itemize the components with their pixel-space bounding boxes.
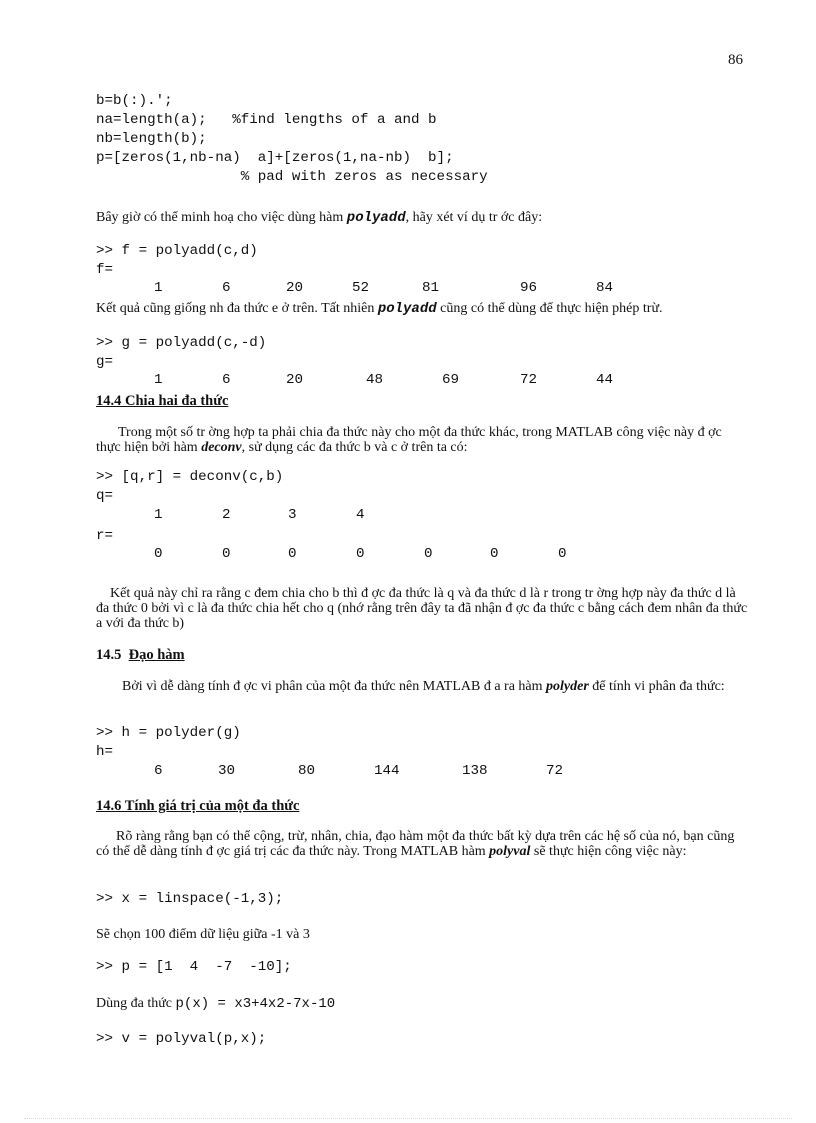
label-r: r= bbox=[96, 528, 114, 544]
value: 4 bbox=[356, 507, 365, 523]
section-heading-14-5: 14.5 Đạo hàm bbox=[96, 647, 185, 663]
label-f: f= bbox=[96, 262, 114, 278]
code-polyadd-f: >> f = polyadd(c,d) bbox=[96, 243, 258, 259]
value: 48 bbox=[366, 372, 384, 388]
value: 96 bbox=[520, 280, 538, 296]
code-polyder: >> h = polyder(g) bbox=[96, 725, 241, 741]
label-g: g= bbox=[96, 354, 114, 370]
value: 138 bbox=[462, 763, 488, 779]
value: 20 bbox=[286, 280, 304, 296]
code-linspace: >> x = linspace(-1,3); bbox=[96, 891, 284, 907]
paragraph-polyadd-result: Kết quả cũng giống nh đa thức e ở trên. Tất nhiên polyadd cũng có thể dùng để thực hiện phép trừ. bbox=[96, 301, 663, 317]
value: 1 bbox=[154, 280, 163, 296]
paragraph-polyadd-intro: Bây giờ có thể minh hoạ cho việc dùng hàm polyadd, hãy xét ví dụ tr ớc đây: bbox=[96, 210, 543, 226]
value: 52 bbox=[352, 280, 370, 296]
value: 0 bbox=[288, 546, 297, 562]
value: 2 bbox=[222, 507, 231, 523]
paragraph-deconv-result: Kết quả này chỉ ra rằng c đem chia cho b thì đ ợc đa thức là q và đa thức d là r trong tr ờng hợp này đa thức d là đa thức 0 bởi vì c là đa thức chia hết cho q (nhớ rằng trên đây ta đã nhận đ ợc đa thức c bằng cách đem nhân đa thức a với đa thức b) bbox=[96, 586, 748, 631]
value: 6 bbox=[154, 763, 163, 779]
paragraph-polyder: Bởi vì dễ dàng tính đ ợc vi phân của một đa thức nên MATLAB đ a ra hàm polyder để tính vi phân đa thức: bbox=[122, 679, 725, 694]
value: 44 bbox=[596, 372, 614, 388]
code-line: na=length(a); %find lengths of a and b bbox=[96, 112, 437, 128]
value: 0 bbox=[490, 546, 499, 562]
page-bottom-border bbox=[24, 1118, 792, 1119]
code-line: % pad with zeros as necessary bbox=[96, 169, 488, 185]
section-heading-14-4: 14.4 Chia hai đa thức bbox=[96, 393, 229, 409]
paragraph-deconv: Trong một số tr ờng hợp ta phải chia đa thức này cho một đa thức khác, trong MATLAB công việc này đ ợc thực hiện bởi hàm deconv, sử dụng các đa thức b và c ở trên ta có: bbox=[96, 425, 722, 455]
code-line: b=b(:).'; bbox=[96, 93, 173, 109]
value: 144 bbox=[374, 763, 400, 779]
value: 0 bbox=[222, 546, 231, 562]
paragraph-data-points: Sẽ chọn 100 điểm dữ liệu giữa -1 và 3 bbox=[96, 927, 310, 942]
value: 6 bbox=[222, 280, 231, 296]
value: 1 bbox=[154, 372, 163, 388]
section-heading-14-6: 14.6 Tính giá trị của một đa thức bbox=[96, 798, 300, 814]
value: 72 bbox=[520, 372, 538, 388]
code-polynomial-p: >> p = [1 4 -7 -10]; bbox=[96, 959, 292, 975]
value: 1 bbox=[154, 507, 163, 523]
value: 6 bbox=[222, 372, 231, 388]
value: 30 bbox=[218, 763, 236, 779]
value: 0 bbox=[424, 546, 433, 562]
value: 69 bbox=[442, 372, 460, 388]
value: 80 bbox=[298, 763, 316, 779]
value: 0 bbox=[558, 546, 567, 562]
value: 72 bbox=[546, 763, 564, 779]
value: 0 bbox=[356, 546, 365, 562]
label-q: q= bbox=[96, 488, 114, 504]
value: 0 bbox=[154, 546, 163, 562]
paragraph-polynomial: Dùng đa thức p(x) = x3+4x2-7x-10 bbox=[96, 996, 336, 1012]
code-line: nb=length(b); bbox=[96, 131, 207, 147]
label-h: h= bbox=[96, 744, 114, 760]
paragraph-polyval: Rõ ràng rằng bạn có thể cộng, trừ, nhân, chia, đạo hàm một đa thức bất kỳ dựa trên các hệ số của nó, bạn cũng có thể dễ dàng tính đ ợc giá trị các đa thức này. Trong MATLAB hàm polyval sẽ thực hiện công việc này: bbox=[96, 829, 735, 859]
code-deconv: >> [q,r] = deconv(c,b) bbox=[96, 469, 284, 485]
value: 3 bbox=[288, 507, 297, 523]
value: 84 bbox=[596, 280, 614, 296]
value: 81 bbox=[422, 280, 440, 296]
page-number: 86 bbox=[728, 52, 743, 68]
code-polyadd-g: >> g = polyadd(c,-d) bbox=[96, 335, 267, 351]
value: 20 bbox=[286, 372, 304, 388]
code-line: p=[zeros(1,nb-na) a]+[zeros(1,na-nb) b]; bbox=[96, 150, 454, 166]
code-polyval: >> v = polyval(p,x); bbox=[96, 1031, 267, 1047]
